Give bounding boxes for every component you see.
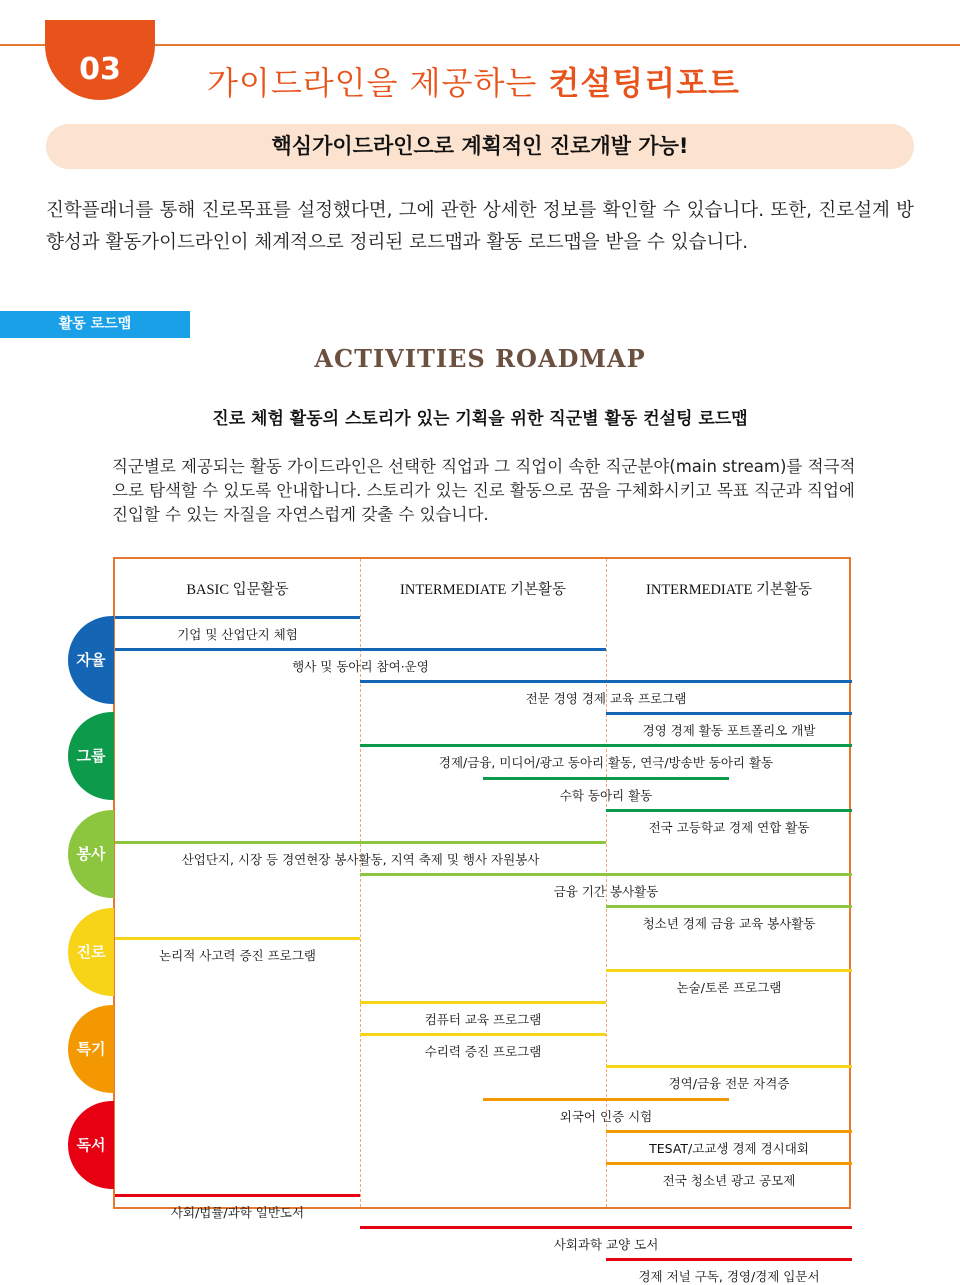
- roadmap-frame: [113, 557, 851, 1209]
- activity-bar: [115, 616, 360, 619]
- category-tab: 진로: [68, 908, 114, 996]
- category-tab: 독서: [68, 1101, 114, 1189]
- activity-label: 수리력 증진 프로그램: [424, 1044, 542, 1060]
- roadmap-subtitle: 진로 체험 활동의 스토리가 있는 기획을 위한 직군별 활동 컨설팅 로드맵: [212, 409, 748, 429]
- activity-label: 전문 경영 경제 교육 프로그램: [525, 691, 687, 707]
- intro-paragraph: 진학플래너를 통해 진로목표를 설정했다면, 그에 관한 상세한 정보를 확인할 수 있습니다. 또한, 진로설계 방향성과 활동가이드라인이 체계적으로 정리된 로드맵과 활동 로드맵을 받을 수 있습니다.: [46, 200, 914, 253]
- activity-label: 사회/법률/과학 일반도서: [170, 1204, 305, 1220]
- activity-bar: [115, 841, 606, 844]
- activity-bar: [483, 1098, 729, 1101]
- activity-label: 외국어 인증 시험: [559, 1108, 653, 1124]
- activity-label: 경제 저널 구독, 경영/경제 입문서: [638, 1269, 820, 1284]
- activity-bar: [606, 1162, 852, 1165]
- category-tab: 특기: [68, 1005, 114, 1093]
- activity-bar: [360, 1033, 606, 1036]
- category-tab: 봉사: [68, 810, 114, 898]
- activity-label: 전국 고등학교 경제 연합 활동: [648, 819, 810, 835]
- activity-label: 행사 및 동아리 참여·운영: [292, 659, 429, 675]
- activity-label: 사회과학 교양 도서: [553, 1236, 659, 1252]
- activity-bar: [606, 1130, 852, 1133]
- activity-bar: [606, 969, 852, 972]
- activity-bar: [115, 937, 360, 940]
- activity-bar: [606, 809, 852, 812]
- activity-bar: [115, 648, 606, 651]
- activity-label: 논술/토론 프로그램: [676, 980, 782, 996]
- activity-label: TESAT/고교생 경제 경시대회: [649, 1140, 809, 1156]
- activity-bar: [360, 1226, 852, 1229]
- activity-bar: [483, 777, 729, 780]
- category-tab: 그룹: [68, 712, 114, 800]
- section-tag: 활동 로드맵: [0, 311, 190, 338]
- column-header-intermediate-2: INTERMEDIATE 기본활동: [646, 582, 812, 598]
- activity-label: 경제/금융, 미디어/광고 동아리 활동, 연극/방송반 동아리 활동: [438, 755, 774, 771]
- roadmap-title: ACTIVITIES ROADMAP: [314, 344, 646, 373]
- activity-label: 컴퓨터 교육 프로그램: [424, 1012, 542, 1028]
- activity-label: 금융 기간 봉사활동: [553, 883, 659, 899]
- activity-label: 수학 동아리 활동: [559, 787, 653, 803]
- activity-bar: [606, 1065, 852, 1068]
- title-prefix: 가이드라인을 제공하는: [207, 64, 549, 102]
- section-number-badge: 03: [45, 20, 155, 100]
- category-tab: 자율: [68, 616, 114, 704]
- activity-bar: [360, 873, 852, 876]
- headline-banner: 핵심가이드라인으로 계획적인 진로개발 가능!: [46, 124, 914, 169]
- activity-label: 경역/금융 전문 자격증: [668, 1076, 790, 1092]
- activity-label: 논리적 사고력 증진 프로그램: [159, 948, 316, 963]
- activity-label: 청소년 경제 금융 교육 봉사활동: [642, 915, 816, 931]
- title-emphasis: 컨설팅리포트: [548, 64, 740, 102]
- activity-bar: [606, 905, 852, 908]
- activity-label: 전국 청소년 광고 공모제: [662, 1172, 796, 1188]
- activity-bar: [360, 1001, 606, 1004]
- activity-bar: [360, 680, 852, 683]
- activity-bar: [115, 1194, 360, 1197]
- activity-bar: [606, 1258, 852, 1261]
- column-header-intermediate-1: INTERMEDIATE 기본활동: [400, 582, 566, 598]
- activity-bar: [606, 712, 852, 715]
- activity-label: 기업 및 산업단지 체험: [177, 627, 298, 642]
- page-title: [207, 58, 740, 104]
- column-header-basic: BASIC 입문활동: [186, 582, 289, 598]
- roadmap-description: 직군별로 제공되는 활동 가이드라인은 선택한 직업과 그 직업이 속한 직군분야(main stream)를 적극적으로 탐색할 수 있도록 안내합니다. 스토리가 있는 진로 활동으로 꿈을 구체화시키고 목표 직군과 직업에 진입할 수 있는 자질을 자연스럽게 갖출 수 있습니다.: [112, 457, 856, 524]
- activity-label: 산업단지, 시장 등 경연현장 봉사활동, 지역 축제 및 행사 자원봉사: [181, 851, 540, 867]
- activity-bar: [360, 744, 852, 747]
- activity-label: 경영 경제 활동 포트폴리오 개발: [642, 723, 816, 739]
